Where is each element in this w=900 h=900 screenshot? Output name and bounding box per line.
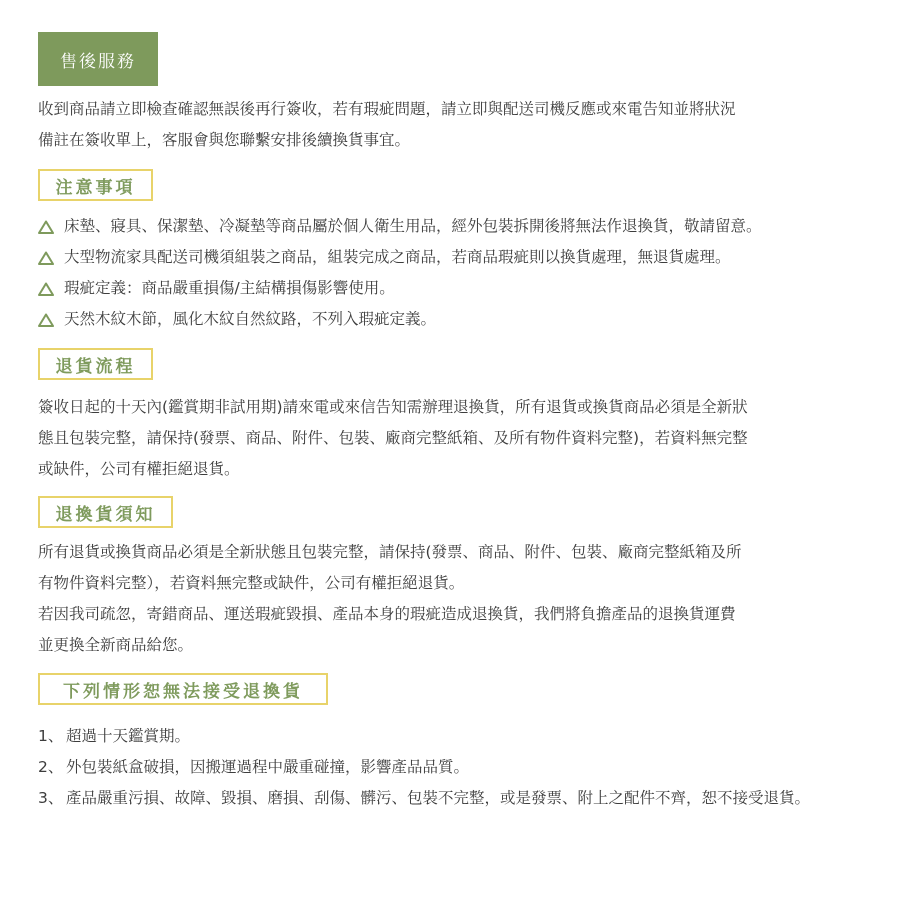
paragraph-line: 有物件資料完整），若資料無完整或缺件，公司有權拒絕退貨。: [38, 574, 465, 592]
paragraph-line: 若因我司疏忽，寄錯商品、運送瑕疵毀損、產品本身的瑕疵造成退換貨，我們將負擔產品的退換貨運費: [38, 605, 736, 623]
intro-line: 備註在簽收單上，客服會與您聯繫安排後續換貨事宜。: [38, 131, 411, 149]
paragraph-line: 或缺件，公司有權拒絕退貨。: [38, 460, 240, 478]
notes-list: [38, 211, 878, 335]
item-text: 超過十天鑑賞期。: [66, 727, 191, 745]
list-item: [38, 304, 878, 335]
return-process-paragraph: [38, 392, 868, 485]
item-number: 3、: [38, 789, 64, 807]
section-header-notes: 注意事項: [38, 169, 153, 201]
list-item: [38, 273, 878, 304]
intro-line: 收到商品請立即檢查確認無誤後再行簽收，若有瑕疵問題，請立即與配送司機反應或來電告知並將狀況: [38, 100, 736, 118]
exchange-notice-paragraph: [38, 537, 868, 661]
note-text: 床墊、寢具、保潔墊、冷凝墊等商品屬於個人衛生用品，經外包裝拆開後將無法作退換貨，敬請留意。: [64, 217, 762, 235]
intro-paragraph: [38, 94, 868, 156]
list-item: [38, 752, 868, 783]
triangle-icon: [38, 220, 54, 234]
item-number: 1、: [38, 727, 64, 745]
section-header-refusal: 下列情形恕無法接受退換貨: [38, 673, 328, 705]
triangle-icon: [38, 251, 54, 265]
note-text: 天然木紋木節，風化木紋自然紋路，不列入瑕疵定義。: [64, 310, 437, 328]
section-header-return-process: 退貨流程: [38, 348, 153, 380]
list-item: [38, 721, 868, 752]
note-text: 瑕疵定義：商品嚴重損傷/主結構損傷影響使用。: [64, 279, 395, 297]
paragraph-line: 所有退貨或換貨商品必須是全新狀態且包裝完整，請保持(發票、商品、附件、包裝、廠商完整紙箱及所: [38, 543, 742, 561]
paragraph-line: 並更換全新商品給您。: [38, 636, 194, 654]
paragraph-line: 態且包裝完整，請保持(發票、商品、附件、包裝、廠商完整紙箱、及所有物件資料完整)，若資料無完整: [38, 429, 748, 447]
triangle-icon: [38, 282, 54, 296]
item-text: 外包裝紙盒破損，因搬運過程中嚴重碰撞，影響產品品質。: [66, 758, 470, 776]
triangle-icon: [38, 313, 54, 327]
note-text: 大型物流家具配送司機須組裝之商品，組裝完成之商品，若商品瑕疵則以換貨處理，無退貨處理。: [64, 248, 731, 266]
paragraph-line: 簽收日起的十天內(鑑賞期非試用期)請來電或來信告知需辦理退換貨，所有退貨或換貨商品必須是全新狀: [38, 398, 748, 416]
item-text: 產品嚴重污損、故障、毀損、磨損、刮傷、髒污、包裝不完整，或是發票、附上之配件不齊，恕不接受退貨。: [66, 789, 811, 807]
section-header-exchange-notice: 退換貨須知: [38, 496, 173, 528]
section-header-after-sales: 售後服務: [38, 32, 158, 86]
list-item: [38, 783, 868, 814]
list-item: [38, 211, 878, 242]
list-item: [38, 242, 878, 273]
refusal-list: [38, 721, 868, 814]
item-number: 2、: [38, 758, 64, 776]
